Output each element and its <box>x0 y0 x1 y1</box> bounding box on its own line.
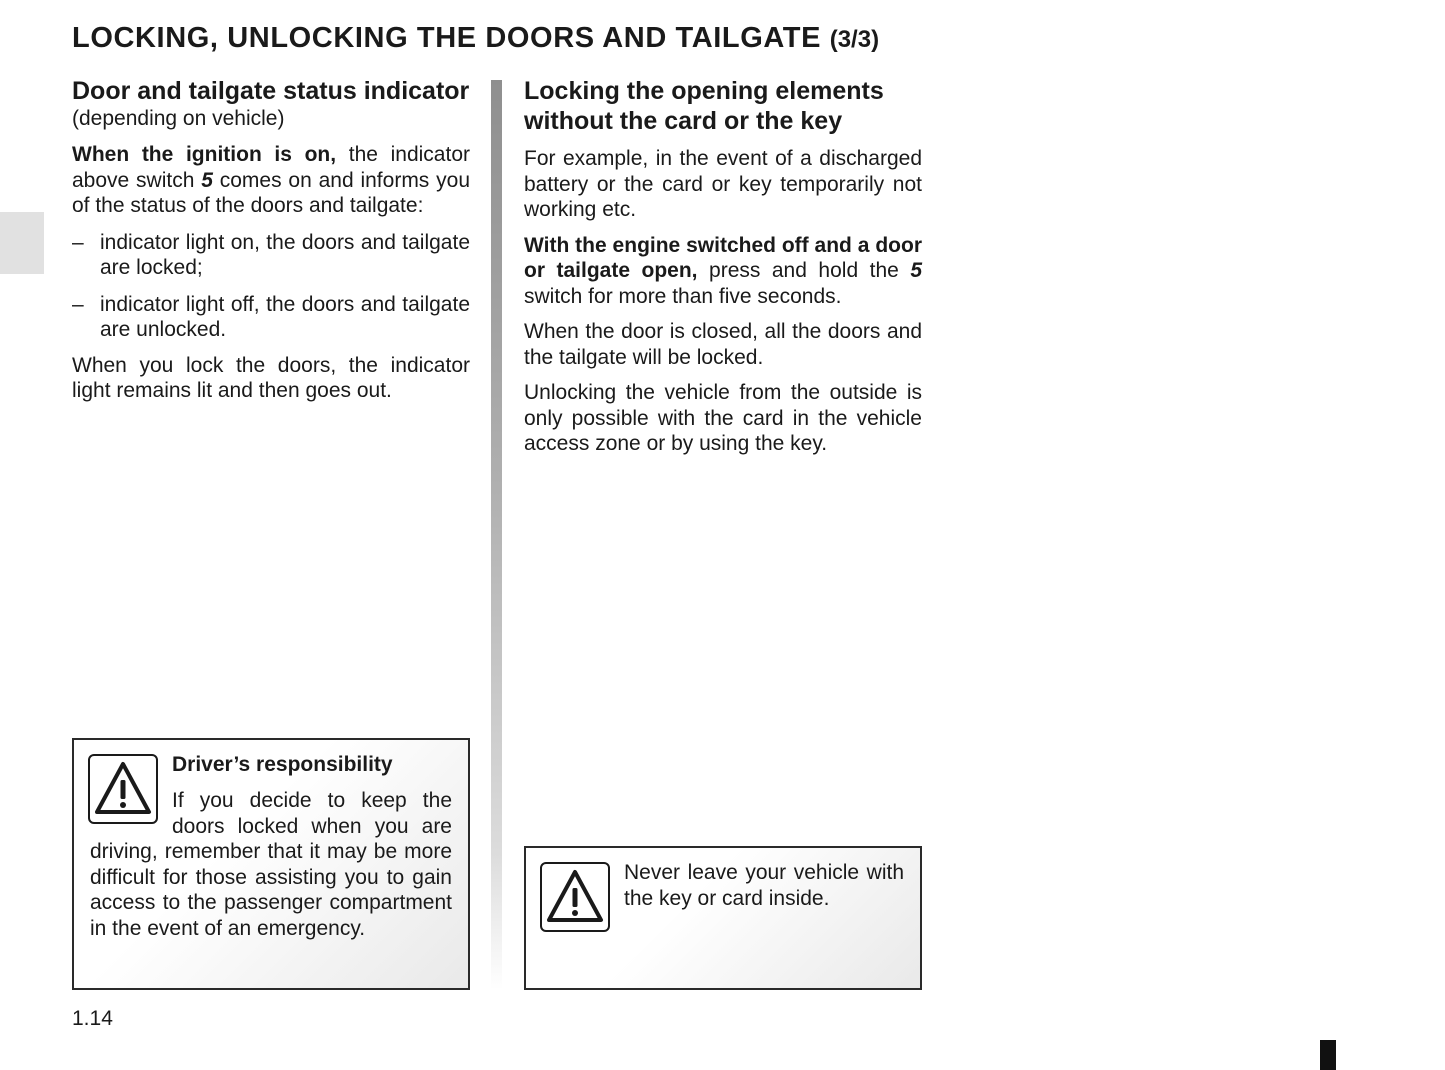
engine-off-paragraph <box>524 233 922 310</box>
warning-text: Never leave your vehicle with the key or card inside. <box>624 861 904 910</box>
section-subheading: (depending on vehicle) <box>72 107 285 130</box>
list-item <box>72 230 470 281</box>
left-column <box>72 76 470 404</box>
list-item-text: indicator light on, the doors and tailgate are locked; <box>100 230 470 279</box>
page-title-text: LOCKING, UNLOCKING THE DOORS AND TAILGATE <box>72 22 822 54</box>
engine-off-bold-lead: With the engine switched off and a door or tailgate open, <box>524 233 922 282</box>
section-heading-locking: Locking the opening elements without the card or the key <box>524 77 884 135</box>
warning-triangle-icon <box>540 862 610 932</box>
warning-text: If you decide to keep the doors locked when you are driving, remember that it may be more difficult for those assisting you to gain access to the passenger compartment in the event of an emergency. <box>90 789 452 940</box>
example-paragraph: For example, in the event of a discharged battery or the card or key temporarily not working etc. <box>524 147 922 221</box>
ignition-bold-lead: When the ignition is on, <box>72 143 337 166</box>
warning-box-driver-responsibility <box>72 738 470 990</box>
warning-title: Driver’s responsibility <box>172 753 393 776</box>
section-heading-status-indicator: Door and tailgate status indicator <box>72 77 470 105</box>
switch-number: 5 <box>910 259 923 282</box>
door-closed-paragraph: When the door is closed, all the doors and the tailgate will be locked. <box>524 320 922 369</box>
list-dash: – <box>72 230 84 254</box>
lock-paragraph: When you lock the doors, the indicator light remains lit and then goes out. <box>72 353 470 402</box>
switch-number: 5 <box>201 168 213 192</box>
ignition-text-a: the indicator above switch <box>72 143 470 192</box>
page-title-suffix: (3/3) <box>829 26 880 53</box>
list-dash: – <box>72 292 84 316</box>
list-item <box>72 292 470 343</box>
list-item-text: indicator light off, the doors and tailgate are unlocked. <box>100 292 470 341</box>
page-number: 1.14 <box>72 1007 113 1030</box>
unlocking-paragraph: Unlocking the vehicle from the outside is only possible with the card in the vehicle access zone or by using the key. <box>524 381 922 455</box>
page-corner-mark <box>1320 1040 1336 1070</box>
ignition-text-b: comes on and informs you of the status of the doors and tailgate: <box>72 168 470 217</box>
warning-box-key-inside <box>524 846 922 990</box>
ignition-paragraph <box>72 142 470 219</box>
warning-triangle-icon <box>88 754 158 824</box>
page-title <box>72 22 879 55</box>
column-divider <box>491 80 502 990</box>
right-column <box>524 76 922 457</box>
chapter-tab <box>0 212 44 274</box>
engine-off-text-b: switch for more than five seconds. <box>524 284 842 308</box>
engine-off-text-a: press and hold the <box>697 259 911 282</box>
